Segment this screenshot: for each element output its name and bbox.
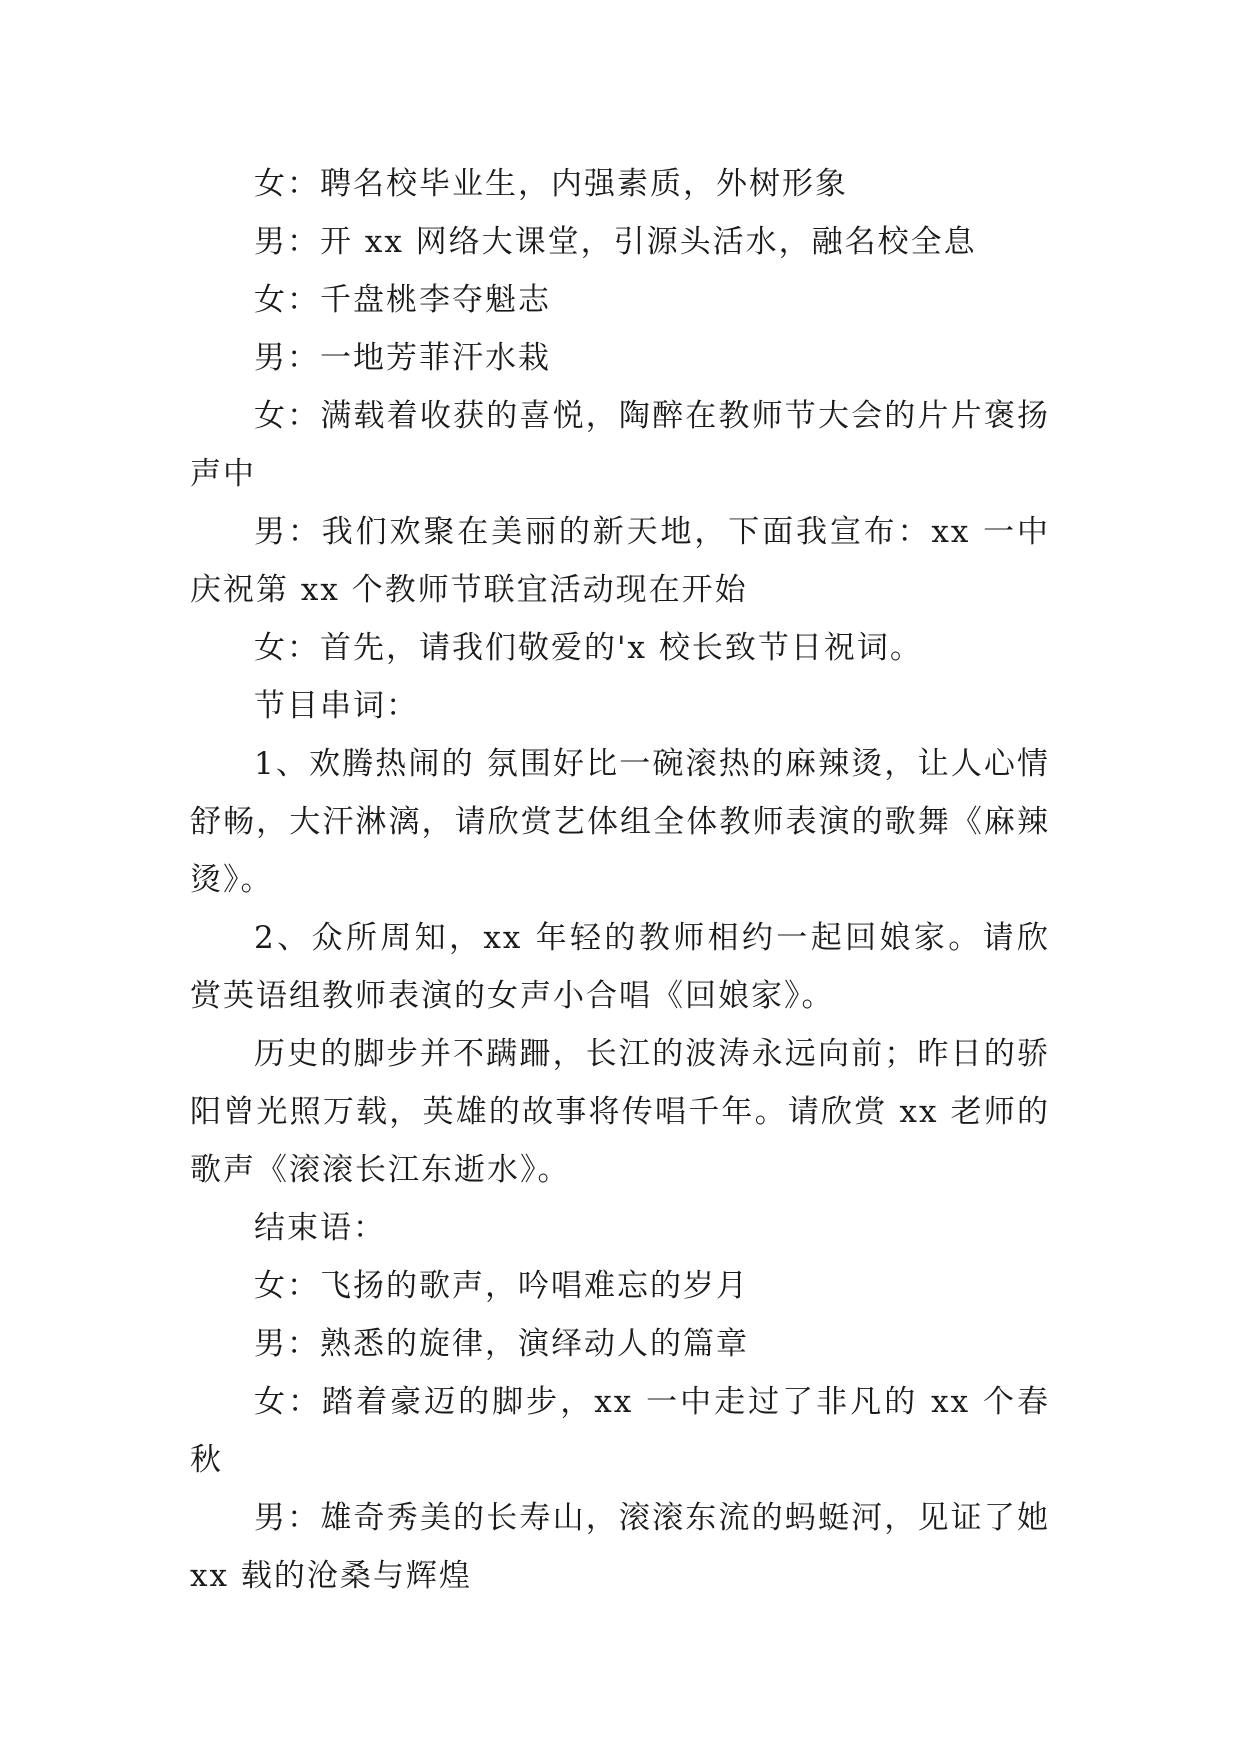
paragraph: 女：满载着收获的喜悦，陶醉在教师节大会的片片褒扬声中 [190, 398, 1050, 492]
paragraph: 女：飞扬的歌声，吟唱难忘的岁月 [254, 1268, 749, 1304]
document-page [190, 155, 1050, 1605]
paragraph: 女：踏着豪迈的脚步，xx 一中走过了非凡的 xx 个春秋 [190, 1384, 1050, 1478]
paragraph: 2、众所周知，xx 年轻的教师相约一起回娘家。请欣赏英语组教师表演的女声小合唱《回娘家》。 [190, 920, 1050, 1014]
paragraph: 女：首先，请我们敬爱的'x 校长致节日祝词。 [254, 630, 923, 666]
paragraph: 男：熟悉的旋律，演绎动人的篇章 [254, 1326, 749, 1362]
paragraph: 男：开 xx 网络大课堂，引源头活水，融名校全息 [254, 224, 977, 260]
paragraph: 女：千盘桃李夺魁志 [254, 282, 551, 318]
paragraph: 1、欢腾热闹的 氛围好比一碗滚热的麻辣烫，让人心情舒畅，大汗淋漓，请欣赏艺体组全体教师表演的歌舞《麻辣烫》。 [190, 746, 1050, 898]
paragraph: 男：我们欢聚在美丽的新天地，下面我宣布：xx 一中庆祝第 xx 个教师节联宜活动现在开始 [190, 514, 1050, 608]
section-heading: 节目串词： [254, 688, 419, 724]
section-heading: 结束语： [254, 1210, 386, 1246]
paragraph: 男：一地芳菲汗水栽 [254, 340, 551, 376]
paragraph: 历史的脚步并不蹒跚，长江的波涛永远向前；昨日的骄阳曾光照万载，英雄的故事将传唱千年。请欣赏 xx 老师的歌声《滚滚长江东逝水》。 [190, 1036, 1050, 1188]
paragraph: 男：雄奇秀美的长寿山，滚滚东流的蚂蜓河，见证了她 xx 载的沧桑与辉煌 [190, 1500, 1050, 1594]
paragraph: 女：聘名校毕业生，内强素质，外树形象 [254, 166, 848, 202]
